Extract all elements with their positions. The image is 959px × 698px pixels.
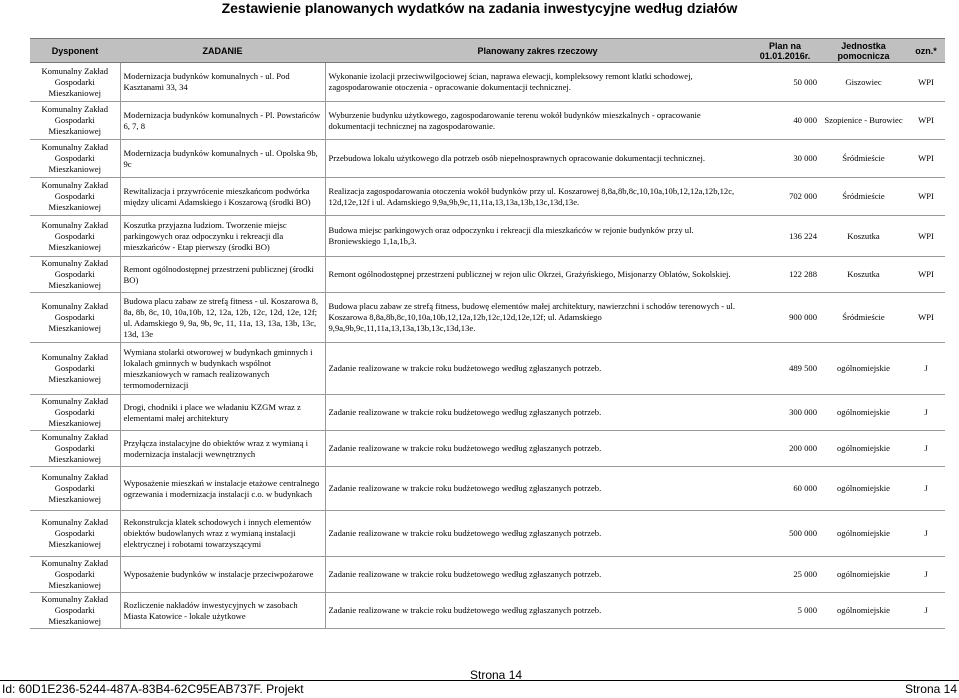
dysponent-cell: Komunalny Zakład Gospodarki Mieszkaniowej bbox=[30, 557, 120, 593]
table-row bbox=[30, 395, 945, 431]
unit-cell: ogólnomiejskie bbox=[820, 343, 907, 395]
task-cell: Rekonstrukcja klatek schodowych i innych elementów obiektów budowlanych wraz z wymianą instalacji elektrycznej i robotami towarzyszącymi bbox=[120, 511, 325, 557]
table-row bbox=[30, 102, 945, 140]
dysponent-cell: Komunalny Zakład Gospodarki Mieszkaniowej bbox=[30, 216, 120, 257]
unit-cell: ogólnomiejskie bbox=[820, 395, 907, 431]
unit-cell: ogólnomiejskie bbox=[820, 511, 907, 557]
unit-cell: ogólnomiejskie bbox=[820, 557, 907, 593]
document-id: Id: 60D1E236-5244-487A-83B4-62C95EAB737F. Projekt bbox=[2, 682, 304, 696]
task-cell: Remont ogólnodostępnej przestrzeni publicznej (środki BO) bbox=[120, 257, 325, 293]
task-cell: Rewitalizacja i przywrócenie mieszkańcom podwórka między ulicami Adamskiego i Koszarową (środki BO) bbox=[120, 178, 325, 216]
source-cell: J bbox=[907, 511, 945, 557]
col-header-zadanie: ZADANIE bbox=[120, 39, 325, 63]
plan-amount-cell: 40 000 bbox=[750, 102, 820, 140]
source-cell: WPI bbox=[907, 140, 945, 178]
unit-cell: ogólnomiejskie bbox=[820, 431, 907, 467]
source-cell: J bbox=[907, 557, 945, 593]
dysponent-cell: Komunalny Zakład Gospodarki Mieszkaniowej bbox=[30, 102, 120, 140]
dysponent-cell: Komunalny Zakład Gospodarki Mieszkaniowej bbox=[30, 593, 120, 629]
dysponent-cell: Komunalny Zakład Gospodarki Mieszkaniowej bbox=[30, 257, 120, 293]
table-row bbox=[30, 216, 945, 257]
scope-cell: Zadanie realizowane w trakcie roku budżetowego według zgłaszanych potrzeb. bbox=[325, 343, 750, 395]
plan-amount-cell: 300 000 bbox=[750, 395, 820, 431]
scope-cell: Zadanie realizowane w trakcie roku budżetowego według zgłaszanych potrzeb. bbox=[325, 593, 750, 629]
col-header-plan: Plan na 01.01.2016r. bbox=[750, 39, 820, 63]
task-cell: Koszutka przyjazna ludziom. Tworzenie miejsc parkingowych oraz odpoczynku i rekreacji dla mieszkańców - Etap pierwszy (środki BO) bbox=[120, 216, 325, 257]
task-cell: Rozliczenie nakładów inwestycyjnych w zasobach Miasta Katowice - lokale użytkowe bbox=[120, 593, 325, 629]
table-row bbox=[30, 511, 945, 557]
scope-cell: Zadanie realizowane w trakcie roku budżetowego według zgłaszanych potrzeb. bbox=[325, 557, 750, 593]
dysponent-cell: Komunalny Zakład Gospodarki Mieszkaniowej bbox=[30, 140, 120, 178]
scope-cell: Wykonanie izolacji przeciwwilgociowej ścian, naprawa elewacji, kompleksowy remont klatki schodowej, zagospodarowanie otoczenia - opracowanie dokumentacji technicznej. bbox=[325, 63, 750, 102]
plan-amount-cell: 122 288 bbox=[750, 257, 820, 293]
dysponent-cell: Komunalny Zakład Gospodarki Mieszkaniowej bbox=[30, 431, 120, 467]
table-row bbox=[30, 593, 945, 629]
page-number: Strona 14 bbox=[470, 668, 523, 682]
plan-amount-cell: 702 000 bbox=[750, 178, 820, 216]
page-title: Zestawienie planowanych wydatków na zadania inwestycyjne według działów bbox=[221, 0, 738, 16]
source-cell: WPI bbox=[907, 63, 945, 102]
plan-amount-cell: 136 224 bbox=[750, 216, 820, 257]
task-cell: Modernizacja budynków komunalnych - ul. Opolska 9b, 9c bbox=[120, 140, 325, 178]
unit-cell: ogólnomiejskie bbox=[820, 593, 907, 629]
plan-amount-cell: 900 000 bbox=[750, 293, 820, 343]
task-cell: Wyposażenie mieszkań w instalacje etażowe centralnego ogrzewania i modernizacja instalacji c.o. w budynkach bbox=[120, 467, 325, 511]
plan-amount-cell: 25 000 bbox=[750, 557, 820, 593]
table-row bbox=[30, 293, 945, 343]
table-row bbox=[30, 431, 945, 467]
dysponent-cell: Komunalny Zakład Gospodarki Mieszkaniowej bbox=[30, 343, 120, 395]
table-row bbox=[30, 467, 945, 511]
source-cell: WPI bbox=[907, 257, 945, 293]
task-cell: Wyposażenie budynków w instalacje przeciwpożarowe bbox=[120, 557, 325, 593]
unit-cell: Koszutka bbox=[820, 257, 907, 293]
table-row bbox=[30, 257, 945, 293]
source-cell: WPI bbox=[907, 178, 945, 216]
scope-cell: Remont ogólnodostępnej przestrzeni publicznej w rejon ulic Okrzei, Grażyńskiego, Misjonarzy Oblatów, Sokolskiej. bbox=[325, 257, 750, 293]
plan-amount-cell: 200 000 bbox=[750, 431, 820, 467]
task-cell: Budowa placu zabaw ze strefą fitness - ul. Koszarowa 8, 8a, 8b, 8c, 10, 10a,10b, 12, 12a, 12b, 12c, 12d, 12e, 12f; ul. Adamskiego 9, 9a, 9b, 9c, 11, 11a, 13, 13a, 13b, 13c, 13d, 13e bbox=[120, 293, 325, 343]
scope-cell: Budowa miejsc parkingowych oraz odpoczynku i rekreacji dla mieszkańców w rejonie budynków przy ul. Broniewskiego 1,1a,1b,3. bbox=[325, 216, 750, 257]
col-header-dysponent: Dysponent bbox=[30, 39, 120, 63]
scope-cell: Zadanie realizowane w trakcie roku budżetowego według zgłaszanych potrzeb. bbox=[325, 395, 750, 431]
source-cell: J bbox=[907, 395, 945, 431]
source-cell: J bbox=[907, 467, 945, 511]
task-cell: Modernizacja budynków komunalnych - ul. Pod Kasztanami 33, 34 bbox=[120, 63, 325, 102]
col-header-ozn: ozn.* bbox=[907, 39, 945, 63]
dysponent-cell: Komunalny Zakład Gospodarki Mieszkaniowej bbox=[30, 293, 120, 343]
plan-amount-cell: 5 000 bbox=[750, 593, 820, 629]
dysponent-cell: Komunalny Zakład Gospodarki Mieszkaniowej bbox=[30, 395, 120, 431]
plan-amount-cell: 30 000 bbox=[750, 140, 820, 178]
scope-cell: Zadanie realizowane w trakcie roku budżetowego według zgłaszanych potrzeb. bbox=[325, 511, 750, 557]
task-cell: Wymiana stolarki otworowej w budynkach gminnych i lokalach gminnych w budynkach wspólnot mieszkaniowych w ramach realizowanych termomodernizacji bbox=[120, 343, 325, 395]
plan-amount-cell: 50 000 bbox=[750, 63, 820, 102]
unit-cell: Śródmieście bbox=[820, 178, 907, 216]
page-number-right: Strona 14 bbox=[904, 682, 957, 696]
source-cell: WPI bbox=[907, 102, 945, 140]
table-row bbox=[30, 343, 945, 395]
source-cell: WPI bbox=[907, 293, 945, 343]
scope-cell: Budowa placu zabaw ze strefą fitness, budowę elementów małej architektury, nawierzchni i schodów terenowych - ul. Koszarowa 8,8a,8b,8c,10,10a,10b,12,12a,12b,12c,12d,12e,12f; ul. Adamskiego 9,9a,9b,9c,11,11a,13,13a,13b,13c,13d,13e. bbox=[325, 293, 750, 343]
scope-cell: Zadanie realizowane w trakcie roku budżetowego według zgłaszanych potrzeb. bbox=[325, 467, 750, 511]
dysponent-cell: Komunalny Zakład Gospodarki Mieszkaniowej bbox=[30, 63, 120, 102]
task-cell: Drogi, chodniki i place we władaniu KZGM wraz z elementami małej architektury bbox=[120, 395, 325, 431]
task-cell: Modernizacja budynków komunalnych - Pl. Powstańców 6, 7, 8 bbox=[120, 102, 325, 140]
source-cell: WPI bbox=[907, 216, 945, 257]
table-row bbox=[30, 557, 945, 593]
scope-cell: Realizacja zagospodarowania otoczenia wokół budynków przy ul. Koszarowej 8,8a,8b,8c,10,10a,10b,12,12a,12b,12c, 12d,12e,12f i ul. Adamskiego 9,9a,9b,9c,11,11a,13,13a,13b,13c,13d,13e. bbox=[325, 178, 750, 216]
header-row bbox=[30, 39, 945, 63]
unit-cell: Giszowiec bbox=[820, 63, 907, 102]
scope-cell: Przebudowa lokalu użytkowego dla potrzeb osób niepełnosprawnych opracowanie dokumentacji technicznej. bbox=[325, 140, 750, 178]
table-row bbox=[30, 178, 945, 216]
source-cell: J bbox=[907, 343, 945, 395]
dysponent-cell: Komunalny Zakład Gospodarki Mieszkaniowej bbox=[30, 178, 120, 216]
table-row bbox=[30, 140, 945, 178]
unit-cell: Koszutka bbox=[820, 216, 907, 257]
investment-table bbox=[30, 38, 945, 629]
col-header-zakres: Planowany zakres rzeczowy bbox=[325, 39, 750, 63]
plan-amount-cell: 489 500 bbox=[750, 343, 820, 395]
footer-divider bbox=[0, 680, 959, 681]
task-cell: Przyłącza instalacyjne do obiektów wraz z wymianą i modernizacja instalacji wewnętrznych bbox=[120, 431, 325, 467]
plan-amount-cell: 500 000 bbox=[750, 511, 820, 557]
unit-cell: ogólnomiejskie bbox=[820, 467, 907, 511]
unit-cell: Śródmieście bbox=[820, 293, 907, 343]
dysponent-cell: Komunalny Zakład Gospodarki Mieszkaniowej bbox=[30, 511, 120, 557]
plan-amount-cell: 60 000 bbox=[750, 467, 820, 511]
source-cell: J bbox=[907, 593, 945, 629]
unit-cell: Szopienice - Burowiec bbox=[820, 102, 907, 140]
dysponent-cell: Komunalny Zakład Gospodarki Mieszkaniowej bbox=[30, 467, 120, 511]
col-header-jednostka: Jednostka pomocnicza bbox=[820, 39, 907, 63]
unit-cell: Śródmieście bbox=[820, 140, 907, 178]
source-cell: J bbox=[907, 431, 945, 467]
table-row bbox=[30, 63, 945, 102]
scope-cell: Wyburzenie budynku użytkowego, zagospodarowanie terenu wokół budynków mieszkalnych - opracowanie dokumentacji technicznej na zagospodarowanie. bbox=[325, 102, 750, 140]
scope-cell: Zadanie realizowane w trakcie roku budżetowego według zgłaszanych potrzeb. bbox=[325, 431, 750, 467]
